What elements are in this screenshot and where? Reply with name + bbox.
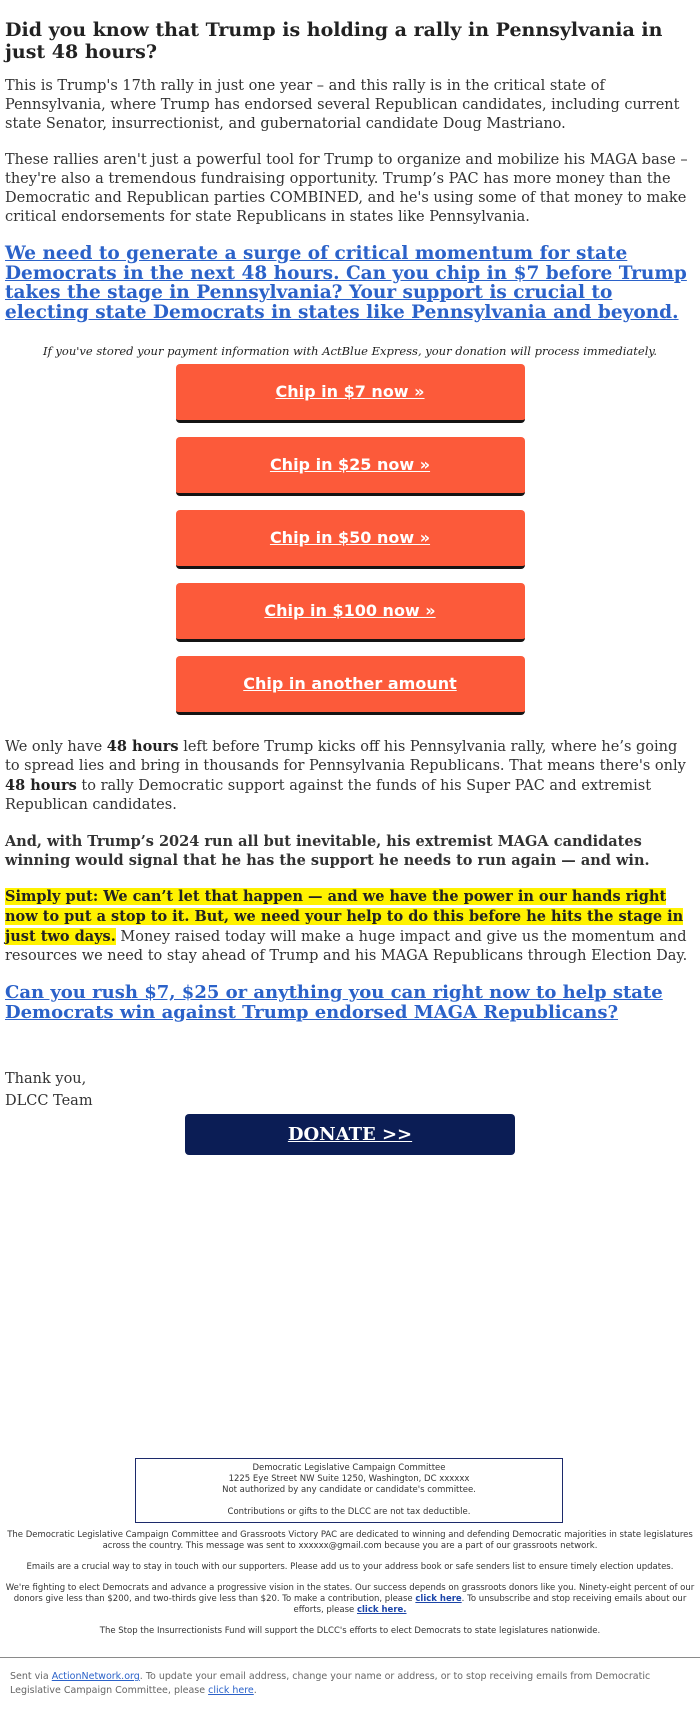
rush-donate-link[interactable]: Can you rush $7, $25 or anything you can right now to help state Democrats win against Trump endorsed MAGA Republicans?	[5, 982, 663, 1023]
intro-paragraph: This is Trump's 17th rally in just one year – and this rally is in the critical state of Pennsylvania, where Trump has endorsed several Republican candidates, including current state Senator, insurrectionist, and gubernatorial candidate Doug Mastriano.	[5, 78, 680, 132]
fine-print-emails: Emails are a crucial way to stay in touch with our supporters. Please add us to your address book or safe senders list to ensure timely election updates.	[26, 1562, 674, 1572]
simply-put-paragraph: Simply put: We can’t let that happen — and we have the power in our hands right now to put a stop to it. But, we need your help to do this before he hits the stage in just two days. Money raised today will make a huge impact and give us the momentum and resources we need to stay ahead of Trump and his MAGA Republicans through Election Day.	[5, 888, 688, 964]
rallies-paragraph: These rallies aren't just a powerful tool for Trump to organize and mobilize his MAGA base – they're also a tremendous fundraising opportunity. Trump’s PAC has more money than the Democratic and Republican parties COMBINED, and he's using some of that money to make critical endorsements for state Republicans in states like Pennsylvania.	[5, 152, 688, 225]
footer-address-box	[135, 1458, 563, 1523]
main-donate-link[interactable]: We need to generate a surge of critical momentum for state Democrats in the next 48 hours. Can you chip in $7 before Trump takes the stage in Pennsylvania? Your support is crucial to electing state Democrats in states like Pennsylvania and beyond.	[5, 243, 687, 323]
donation-buttons	[5, 364, 695, 715]
maga-paragraph: And, with Trump’s 2024 run all but inevitable, his extremist MAGA candidates winning would signal that he has the support he needs to run again — and win.	[5, 833, 650, 869]
hours-paragraph: We only have 48 hours left before Trump kicks off his Pennsylvania rally, where he’s going to spread lies and bring in thousands for Pennsylvania Republicans. That means there's only 48 hours to rally Democratic support against the funds of his Super PAC and extremist Republican candidates.	[5, 738, 686, 813]
fine-print-mission: The Democratic Legislative Campaign Committee and Grassroots Victory PAC are dedicated to winning and defending Democratic majorities in state legislatures across the country. This message was sent to xxxxxx@gmail.com because you are a part of our grassroots network.	[7, 1530, 693, 1551]
contribute-link[interactable]: click here	[415, 1594, 462, 1604]
signoff-team: DLCC Team	[5, 1093, 93, 1109]
highlighted-text: Simply put: We can’t let that happen — and we have the power in our hands right now to put a stop to it. But, we need your help to do this before he hits the stage in just two days.	[5, 888, 684, 945]
fine-print-fund: The Stop the Insurrectionists Fund will support the DLCC's efforts to elect Democrats to state legislatures nationwide.	[99, 1626, 601, 1636]
footer-divider	[0, 1657, 700, 1658]
signoff-thanks: Thank you,	[5, 1071, 87, 1087]
actblue-note: If you've stored your payment information with ActBlue Express, your donation will process immediately.	[42, 344, 658, 358]
chip-in-7-button[interactable]: Chip in $7 now »	[176, 364, 525, 423]
sent-via-notice: Sent via ActionNetwork.org. To update your email address, change your name or address, or to stop receiving emails from Democratic Legislative Campaign Committee, please click here.	[10, 1671, 651, 1696]
unsubscribe-link[interactable]: click here.	[356, 1605, 407, 1615]
chip-in-50-button[interactable]: Chip in $50 now »	[176, 510, 525, 569]
donate-button[interactable]: DONATE >>	[185, 1114, 515, 1155]
chip-in-other-button[interactable]: Chip in another amount	[176, 656, 525, 715]
footer-authorized: Not authorized by any candidate or candidate's committee.	[222, 1485, 476, 1495]
chip-in-100-button[interactable]: Chip in $100 now »	[176, 583, 525, 642]
headline: Did you know that Trump is holding a rally in Pennsylvania in just 48 hours?	[5, 19, 663, 63]
footer-address: 1225 Eye Street NW Suite 1250, Washington, DC xxxxxx	[228, 1474, 470, 1484]
chip-in-25-button[interactable]: Chip in $25 now »	[176, 437, 525, 496]
footer-tax-note: Contributions or gifts to the DLCC are not tax deductible.	[227, 1507, 471, 1517]
update-preferences-link[interactable]: click here	[208, 1685, 254, 1696]
actionnetwork-link[interactable]: ActionNetwork.org	[51, 1671, 140, 1682]
fine-print-donors: We're fighting to elect Democrats and advance a progressive vision in the states. Our success depends on grassroots donors like you. Ninety-eight percent of our donors give less than $200, and two-thirds give less than $20. To make a contribution, please click here. To unsubscribe and stop receiving emails about our efforts, please click here.	[5, 1583, 695, 1615]
footer-org: Democratic Legislative Campaign Committee	[252, 1463, 446, 1473]
